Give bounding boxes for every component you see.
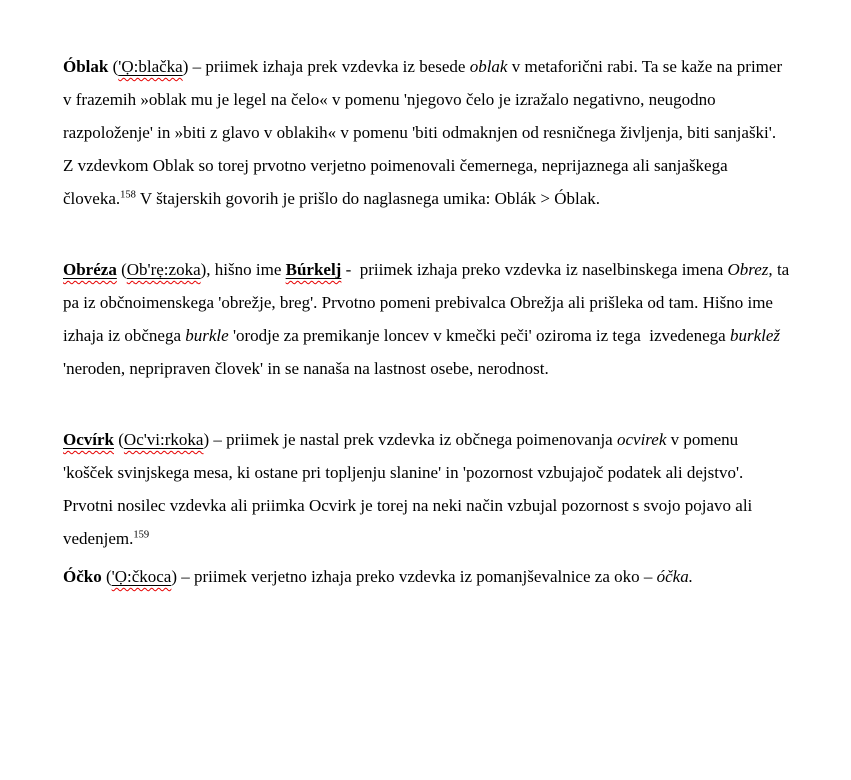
paragraph [63, 253, 794, 385]
underlined-text [124, 430, 204, 449]
text-run: ( [101, 567, 112, 586]
text-run: - priimek izhaja preko vzdevka iz naselbinskega imena [341, 260, 728, 279]
underlined-text [286, 260, 342, 279]
text-run: v metaforični rabi. Ta se kaže na primer v frazemih »oblak mu je legel na čelo« v pomenu 'njegovo čelo je izražalo negativno, neugodno razpoloženje' in »biti z glavo v oblakih« v pomenu 'biti odmaknjen od resničnega življenja, biti sanjaški'. Z vzdevkom Oblak so torej prvotno verjetno poimenovali čemernega, neprijaznega ali sanjaškega človeka. [63, 57, 787, 208]
text-run: ( [108, 57, 119, 76]
italic-text: óčka. [656, 567, 693, 586]
blank-line [63, 220, 790, 253]
text-run: ) – priimek je nastal prek vzdevka iz občnega poimenovanja [203, 430, 617, 449]
footnote-reference: 158 [120, 189, 136, 201]
headword-text: Óčko [63, 567, 102, 586]
italic-text: ocvirek [616, 430, 667, 449]
text-run: v pomenu 'košček svinjskega mesa, ki ostane pri topljenju slanine' in 'pozornost vzbujajoč podatek ali dejstvo'. Prvotni nosilec vzdevka ali priimka Ocvirk je torej na neki način vzbujal pozornost s svojo pojavo ali vedenjem. [63, 430, 757, 548]
paragraph [63, 423, 790, 555]
italic-text: oblak [469, 57, 508, 76]
text-run: V štajerskih govorih je prišlo do naglasnega umika: Oblák > Óblak. [135, 189, 601, 208]
underlined-text [118, 57, 182, 76]
spellcheck-flagged-text: 'Ọ:čkoca [111, 567, 172, 586]
blank-line [63, 390, 790, 423]
text-run: ( [116, 260, 127, 279]
headword-text: Óblak [63, 57, 109, 76]
italic-text: burkle [185, 326, 229, 345]
spellcheck-flagged-text: Obréza [63, 260, 117, 279]
paragraph [63, 560, 790, 593]
italic-text: Obrez, [727, 260, 773, 279]
footnote-reference: 159 [133, 529, 150, 541]
text-run: ), hišno ime [200, 260, 286, 279]
spellcheck-flagged-text: Búrkelj [285, 260, 342, 279]
underlined-text [127, 260, 201, 279]
spellcheck-flagged-text: Ob'rẹ:zoka [126, 260, 201, 279]
text-run: 'orodje za premikanje loncev v kmečki peči' oziroma iz tega izvedenega [228, 326, 730, 345]
spellcheck-flagged-text: 'Ọ:blačka [118, 57, 183, 76]
spellcheck-flagged-text: Ocvírk [63, 430, 114, 449]
document-body [63, 50, 794, 593]
text-run: ) – priimek verjetno izhaja preko vzdevka iz pomanjševalnice za oko – [171, 567, 657, 586]
text-run: 'neroden, nepripraven človek' in se nanaša na lastnost osebe, nerodnost. [63, 326, 785, 378]
underlined-text [63, 260, 117, 279]
spellcheck-flagged-text: Oc'vi:rkoka [123, 430, 204, 449]
underlined-text [112, 567, 172, 586]
italic-text: burklež [729, 326, 780, 345]
text-run: ( [114, 430, 124, 449]
text-run: ) – priimek izhaja prek vzdevka iz besede [182, 57, 470, 76]
text-run: ta pa iz občnoimenskega 'obrežje, breg'. Prvotno pomeni prebivalca Obrežja ali prišleka od tam. Hišno ime izhaja iz občnega [63, 260, 794, 345]
paragraph [63, 50, 790, 215]
underlined-text [63, 430, 114, 449]
